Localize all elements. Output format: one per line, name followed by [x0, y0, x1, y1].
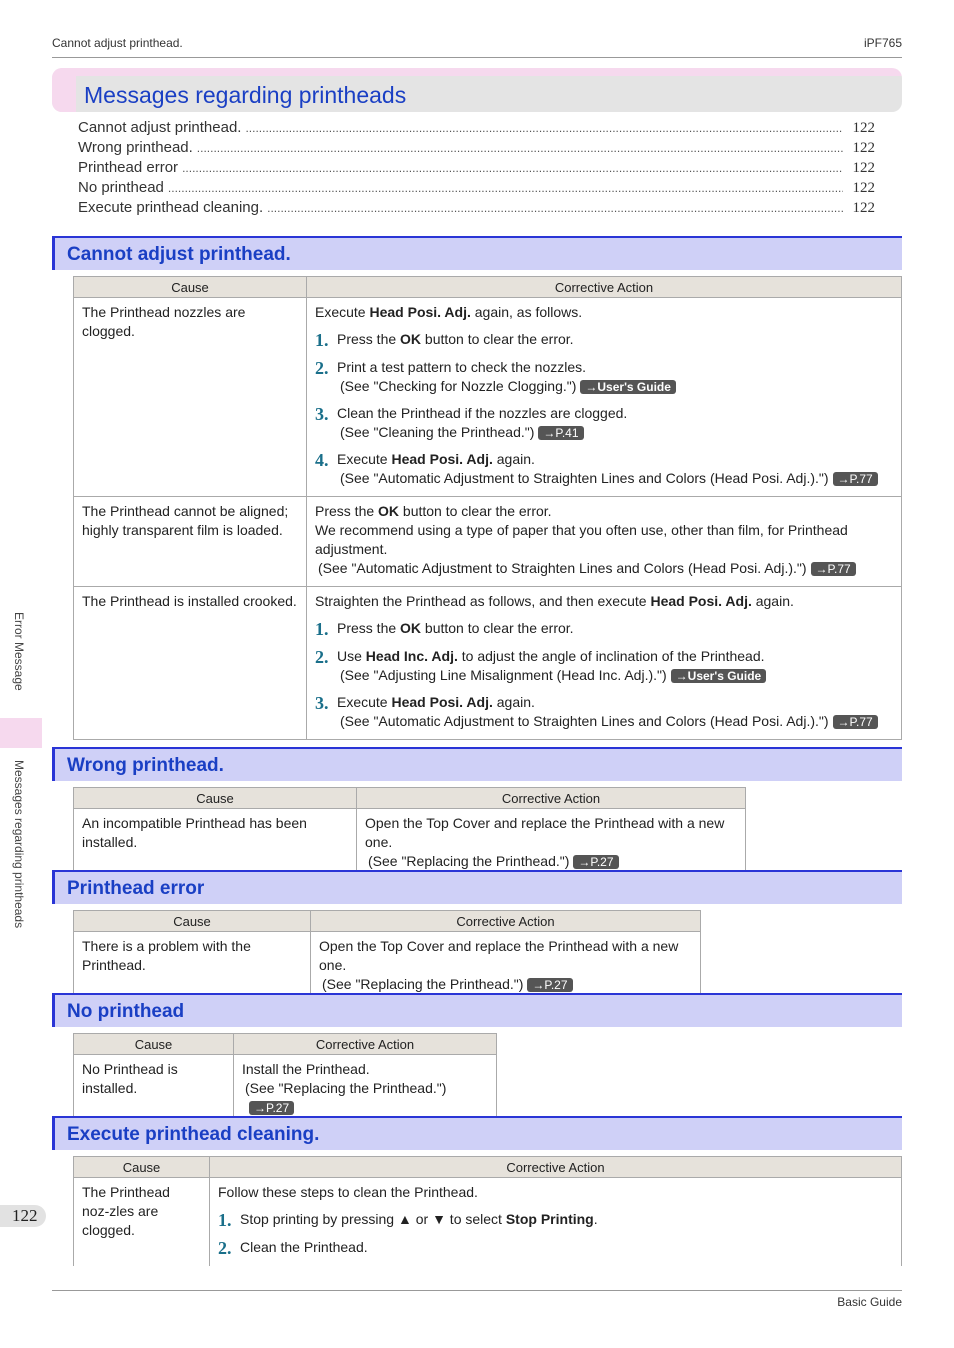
table-row: [74, 1178, 902, 1267]
see-reference: (See "Replacing the Printhead."): [322, 976, 524, 992]
action-cell: Straighten the Printhead as follows, and then execute Head Posi. Adj. again. 1. Press the OK button to clear the error. 2. Use Head Inc. Adj. to adjust the angle of inclination of the Printhead. (See "Adjusting Line Misalignment (Head Inc. Adj.).") →User's Guide 3. Execute Head Posi. Adj. again. (See "Automatic Adjustment to Straighten Lines and Colors (Head Posi. Adj.).") →P.77: [307, 587, 902, 740]
table-row: [74, 1055, 497, 1126]
see-reference: (See "Adjusting Line Misalignment (Head Inc. Adj.)."): [340, 667, 667, 683]
toc-entry[interactable]: [78, 178, 875, 198]
step-number: 3.: [315, 693, 329, 713]
toc-leader-dots: [168, 178, 843, 198]
step: 2. Clean the Printhead.: [218, 1238, 368, 1258]
column-header-action: Corrective Action: [311, 911, 701, 932]
step-number: 1.: [315, 330, 329, 350]
page-link[interactable]: →User's Guide: [671, 669, 767, 683]
cause-cell: The Printhead nozzles are clogged.: [74, 298, 307, 497]
step-number: 2.: [315, 358, 329, 378]
table-row: [74, 298, 902, 497]
cleaning-table: [73, 1156, 902, 1266]
step-number: 2.: [315, 647, 329, 667]
no-printhead-table: [73, 1033, 497, 1126]
step: 1. Stop printing by pressing ▲ or ▼ to select Stop Printing.: [218, 1210, 598, 1230]
toc-entry-title[interactable]: Execute printhead cleaning.: [78, 199, 264, 216]
action-cell: Install the Printhead. (See "Replacing the Printhead.")→P.27: [234, 1055, 497, 1126]
section-heading-error: [52, 870, 902, 904]
toc-entry-title[interactable]: Wrong printhead.: [78, 139, 193, 156]
column-header-cause: Cause: [74, 1034, 234, 1055]
toc-leader-dots: [245, 118, 843, 138]
action-cell: Open the Top Cover and replace the Printhead with a new one. (See "Replacing the Printhead.") →P.27: [357, 809, 746, 880]
step: 3. Execute Head Posi. Adj. again. (See "Automatic Adjustment to Straighten Lines and Colors (Head Posi. Adj.).") →P.77: [315, 693, 893, 731]
toc-entry-page[interactable]: 122: [852, 160, 875, 176]
section-title: No printhead: [67, 1001, 185, 1022]
toc-leader-dots: [182, 158, 843, 178]
see-reference: (See "Checking for Nozzle Clogging."): [340, 378, 577, 394]
action-cell: Press the OK button to clear the error. We recommend using a type of paper that you often use, other than film, for Printhead adjustment. (See "Automatic Adjustment to Straighten Lines and Colors (Head Posi. Adj.).") →P.77: [307, 497, 902, 587]
step: 4. Execute Head Posi. Adj. again. (See "Automatic Adjustment to Straighten Lines and Colors (Head Posi. Adj.).") →P.77: [315, 450, 893, 488]
step: 1. Press the OK button to clear the error.: [315, 330, 574, 350]
page-link[interactable]: →P.77: [833, 715, 878, 729]
step: 3. Clean the Printhead if the nozzles are clogged. (See "Cleaning the Printhead.") →P.41: [315, 404, 628, 440]
see-reference: (See "Automatic Adjustment to Straighten Lines and Colors (Head Posi. Adj.)."): [340, 713, 829, 729]
table-row: [74, 587, 902, 740]
toc-entry[interactable]: [78, 138, 875, 158]
cleaning-table-clip: [73, 1156, 902, 1266]
printhead-error-table: [73, 910, 701, 1003]
page-link[interactable]: →P.77: [833, 472, 878, 486]
toc-entry[interactable]: [78, 198, 875, 218]
page-link[interactable]: →P.27: [573, 855, 618, 869]
toc-entry-page[interactable]: 122: [852, 120, 875, 136]
toc-leader-dots: [197, 138, 843, 158]
toc-entry[interactable]: [78, 118, 875, 138]
step-number: 2.: [218, 1238, 232, 1258]
page-link[interactable]: →P.77: [811, 562, 856, 576]
page-link[interactable]: →P.27: [249, 1101, 294, 1115]
page-title: Messages regarding printheads: [84, 82, 407, 108]
step: 2. Print a test pattern to check the nozzles. (See "Checking for Nozzle Clogging.") →User's Guide: [315, 358, 893, 396]
see-reference: (See "Cleaning the Printhead."): [340, 424, 535, 440]
see-reference: (See "Automatic Adjustment to Straighten Lines and Colors (Head Posi. Adj.)."): [318, 560, 807, 576]
sidebar-active-tab: [0, 718, 42, 748]
step: 2. Use Head Inc. Adj. to adjust the angle of inclination of the Printhead. (See "Adjusting Line Misalignment (Head Inc. Adj.).") →User's Guide: [315, 647, 765, 683]
action-intro: Execute Head Posi. Adj. again, as follows.: [315, 304, 583, 320]
cause-cell: The Printhead noz-zles are clogged.: [74, 1178, 210, 1267]
step-number: 1.: [315, 619, 329, 639]
section-heading-wrong: [52, 747, 902, 781]
column-header-cause: Cause: [74, 911, 311, 932]
section-title: Execute printhead cleaning.: [67, 1124, 320, 1145]
page-link[interactable]: →User's Guide: [580, 380, 676, 394]
toc-entry-title[interactable]: Printhead error: [78, 159, 179, 176]
section-heading-cannot-adjust: [52, 236, 902, 270]
step-number: 3.: [315, 404, 329, 424]
sidebar-section-label[interactable]: Messages regarding printheads: [12, 760, 26, 929]
footer-divider: [52, 1290, 902, 1291]
section-heading-no-printhead: [52, 993, 902, 1027]
section-title: Wrong printhead.: [67, 755, 224, 776]
toc-entry[interactable]: [78, 158, 875, 178]
page-number: 122: [12, 1206, 38, 1225]
toc-entry-page[interactable]: 122: [852, 200, 875, 216]
header-model-name: iPF765: [863, 36, 902, 50]
action-cell: [307, 298, 902, 497]
toc-entry-page[interactable]: 122: [852, 180, 875, 196]
see-reference: (See "Automatic Adjustment to Straighten Lines and Colors (Head Posi. Adj.)."): [340, 470, 829, 486]
column-header-cause: Cause: [74, 277, 307, 298]
cause-cell: An incompatible Printhead has been installed.: [74, 809, 357, 880]
step-number: 1.: [218, 1210, 232, 1230]
column-header-cause: Cause: [74, 788, 357, 809]
column-header-cause: Cause: [74, 1157, 210, 1178]
toc-leader-dots: [267, 198, 843, 218]
column-header-action: Corrective Action: [307, 277, 902, 298]
toc-entry-page[interactable]: 122: [852, 140, 875, 156]
page-link[interactable]: →P.41: [538, 426, 583, 440]
page-link[interactable]: →P.27: [527, 978, 572, 992]
section-title: Cannot adjust printhead.: [67, 244, 291, 265]
table-row: [74, 932, 701, 1003]
step: 1. Press the OK button to clear the error.: [315, 619, 574, 639]
table-of-contents: [78, 118, 875, 218]
section-title: Printhead error: [67, 878, 205, 899]
action-cell: Open the Top Cover and replace the Printhead with a new one. (See "Replacing the Printhead.") →P.27: [311, 932, 701, 1003]
cause-cell: There is a problem with the Printhead.: [74, 932, 311, 1003]
toc-entry-title[interactable]: No printhead: [78, 179, 164, 196]
table-header-row: [74, 277, 902, 298]
table-row: [74, 809, 746, 880]
cause-cell: No Printhead is installed.: [74, 1055, 234, 1126]
column-header-action: Corrective Action: [234, 1034, 497, 1055]
see-reference: (See "Replacing the Printhead."): [368, 853, 570, 869]
header-divider: [52, 57, 902, 58]
wrong-printhead-table: [73, 787, 746, 880]
sidebar-chapter-label[interactable]: Error Message: [12, 612, 26, 691]
footer-guide-name: Basic Guide: [837, 1295, 902, 1309]
cause-cell: The Printhead cannot be aligned; highly transparent film is loaded.: [74, 497, 307, 587]
column-header-action: Corrective Action: [357, 788, 746, 809]
section-heading-cleaning: [52, 1116, 902, 1150]
column-header-action: Corrective Action: [210, 1157, 902, 1178]
table-row: [74, 497, 902, 587]
header-section-title: Cannot adjust printhead.: [52, 36, 183, 50]
cannot-adjust-table: [73, 276, 902, 740]
action-cell: Follow these steps to clean the Printhead. 1. Stop printing by pressing ▲ or ▼ to select Stop Printing. 2. Clean the Printhead.: [210, 1178, 902, 1267]
see-reference: (See "Replacing the Printhead."): [245, 1080, 447, 1096]
cause-cell: The Printhead is installed crooked.: [74, 587, 307, 740]
toc-entry-title[interactable]: Cannot adjust printhead.: [78, 119, 242, 136]
step-number: 4.: [315, 450, 329, 470]
